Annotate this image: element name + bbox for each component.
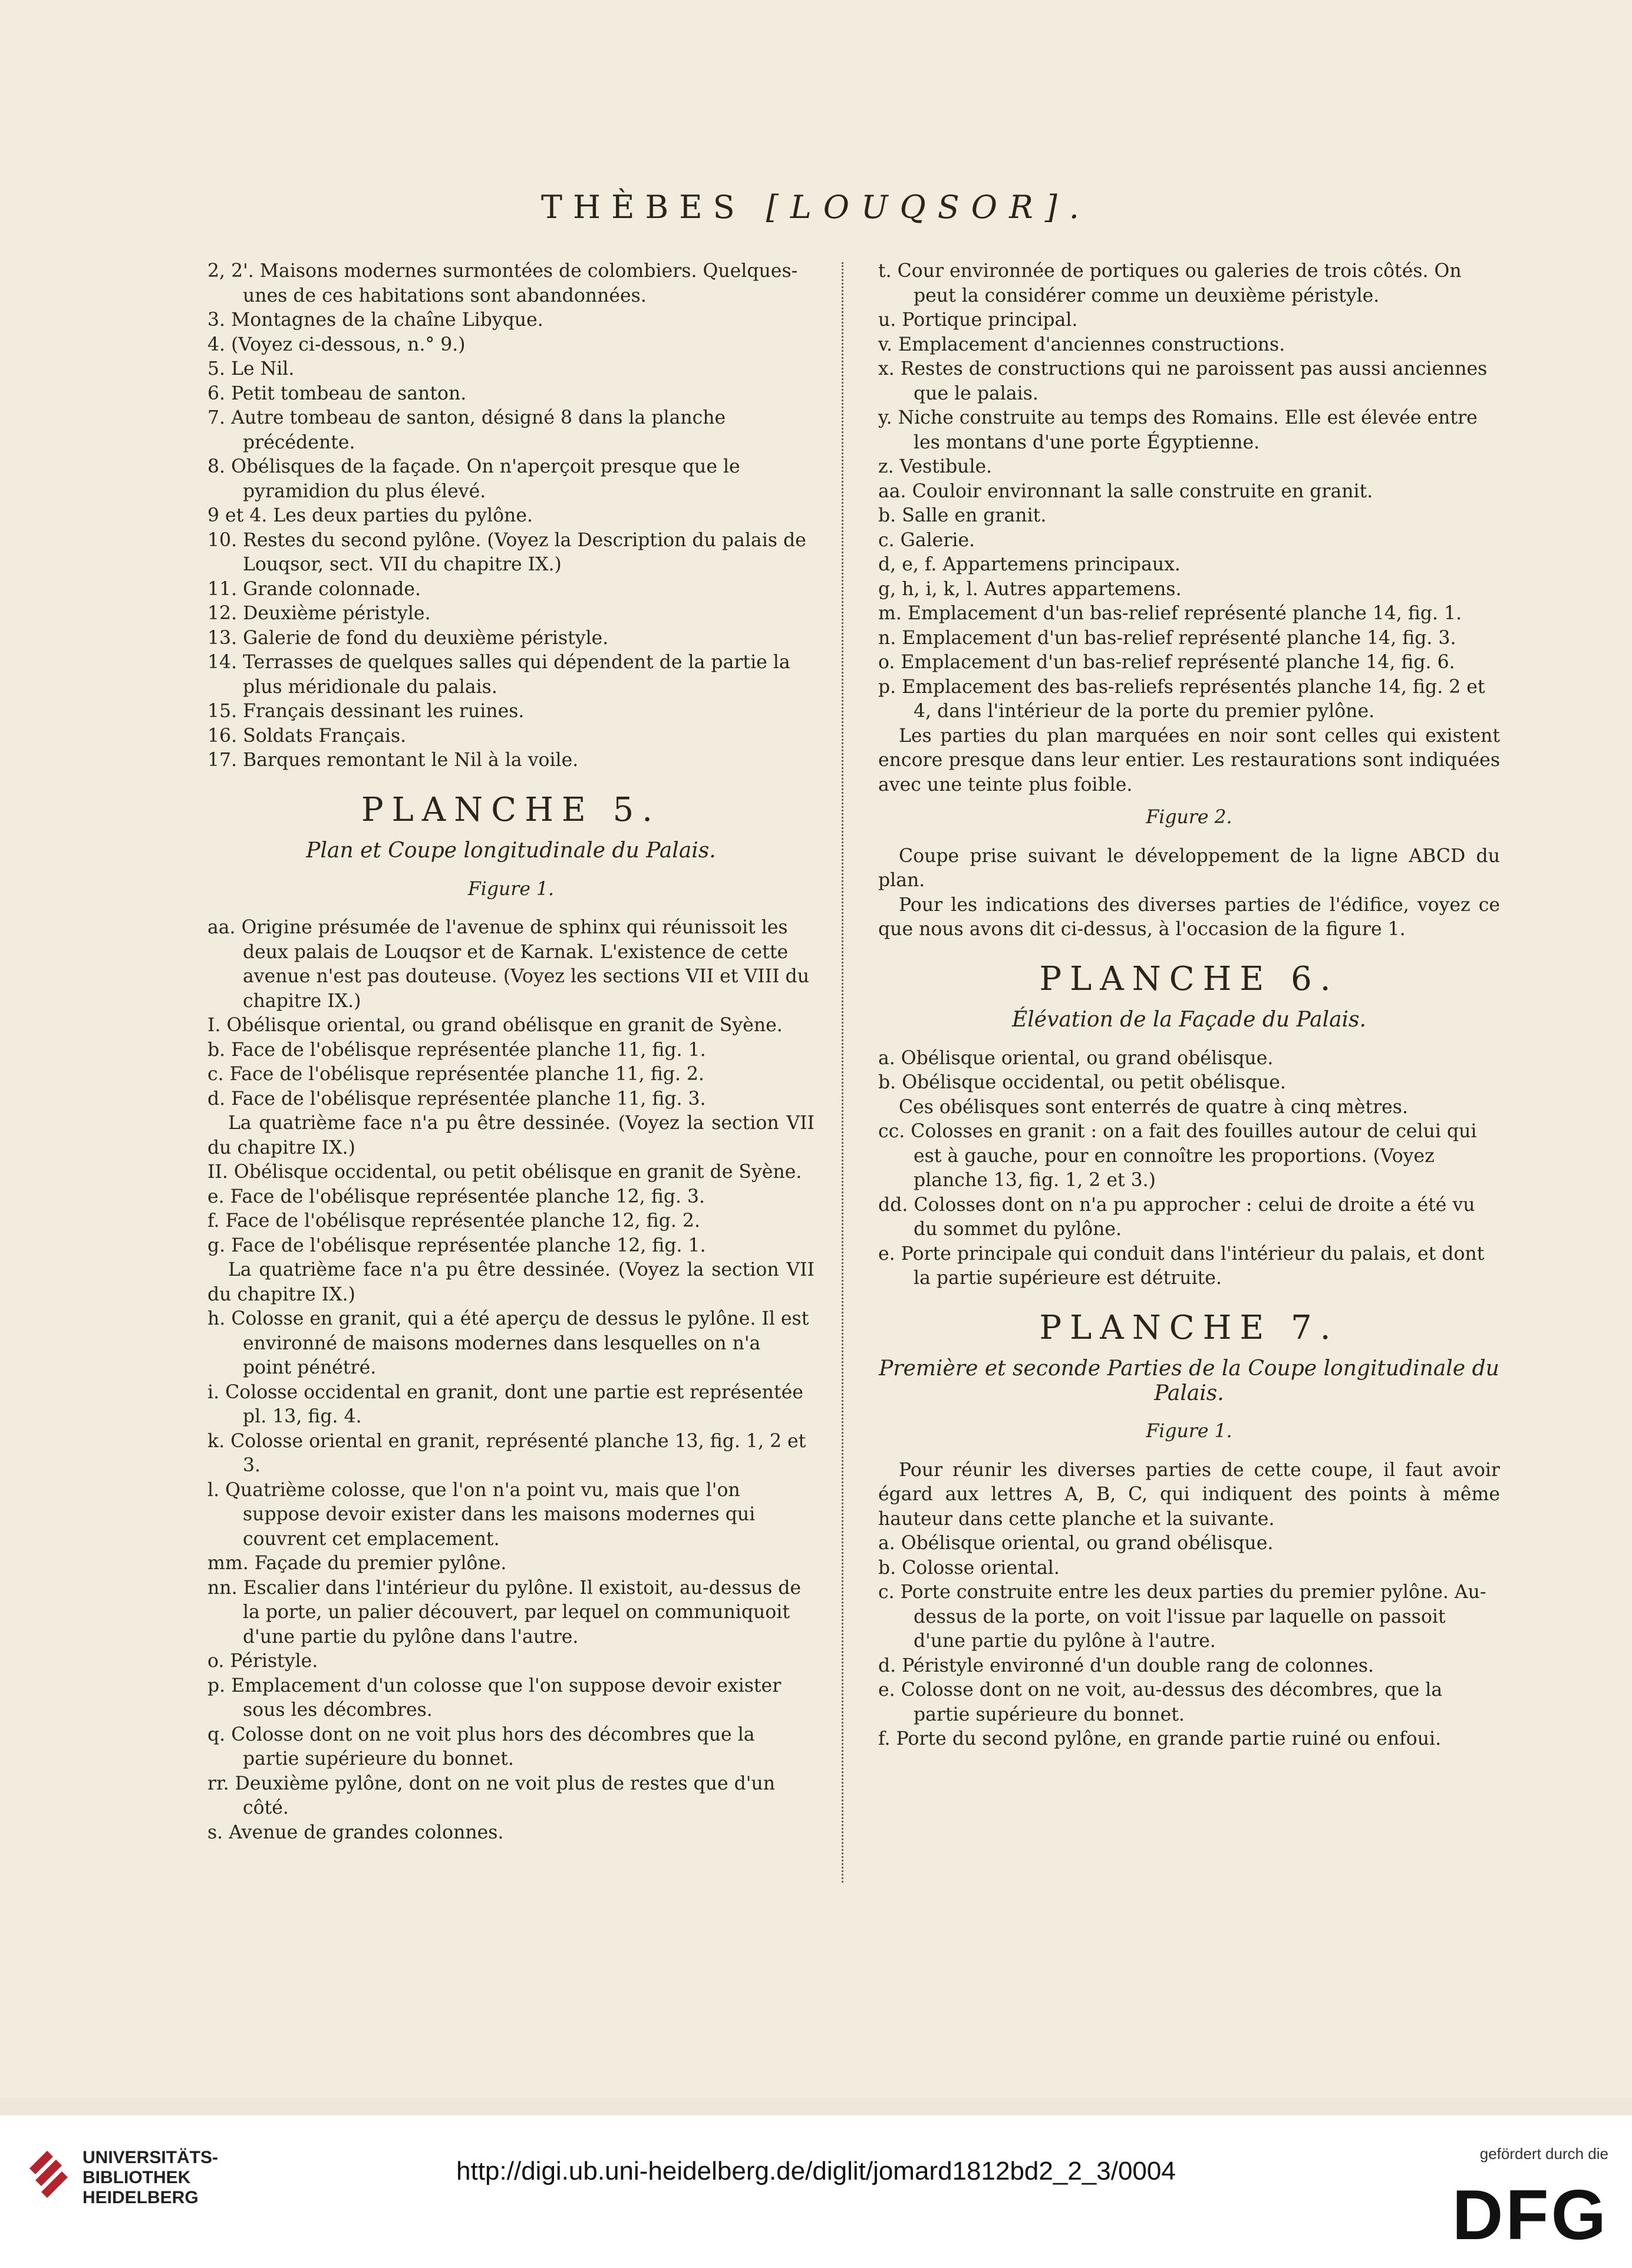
column-divider [842, 262, 843, 1883]
list-item: e. Porte principale qui conduit dans l'intérieur du palais, et dont la partie supérieure est détruite. [878, 1243, 1485, 1289]
note: Ces obélisques sont enterrés de quatre à cinq mètres. [899, 1096, 1408, 1118]
list-item: d. Péristyle environné d'un double rang de colonnes. [878, 1655, 1374, 1676]
list-item: a. Obélisque oriental, ou grand obélisque. [878, 1047, 1274, 1069]
list-item: cc. Colosses en granit : on a fait des fouilles autour de celui qui est à gauche, pour en connoître les proportions. (Voyez planche 13, fig. 1, 2 et 3.) [878, 1121, 1477, 1191]
list-item: II. Obélisque occidental, ou petit obélisque en granit de Syène. [207, 1161, 802, 1183]
list-item: 17. Barques remontant le Nil à la voile. [207, 750, 579, 771]
note: La quatrième face n'a pu être dessinée. (Voyez la section VII du chapitre IX.) [207, 1112, 815, 1158]
list-item: 9 et 4. Les deux parties du pylône. [207, 505, 533, 526]
list-item: I. Obélisque oriental, ou grand obélisque en granit de Syène. [207, 1015, 783, 1036]
list-item: 4. (Voyez ci-dessous, n.° 9.) [207, 334, 466, 355]
list-item: u. Portique principal. [878, 309, 1078, 331]
list-item: f. Porte du second pylône, en grande partie ruiné ou enfoui. [878, 1728, 1442, 1749]
list-item: a. Obélisque oriental, ou grand obélisque. [878, 1533, 1274, 1554]
note: Les parties du plan marquées en noir sont celles qui existent encore presque dans leur entier. Les restaurations sont indiquées avec une teinte plus foible. [878, 725, 1500, 795]
header-subtitle: [LOUQSOR]. [766, 189, 1091, 226]
legend-list [878, 1046, 1500, 1095]
list-item: c. Galerie. [878, 529, 975, 551]
list-item: h. Colosse en granit, qui a été aperçu de dessus le pylône. Il est environné de maisons modernes dans lesquelles on n'a point pénétré. [207, 1308, 809, 1378]
list-item: b. Colosse oriental. [878, 1557, 1060, 1579]
list-item: m. Emplacement d'un bas-relief représenté planche 14, fig. 1. [878, 603, 1462, 624]
list-item: y. Niche construite au temps des Romains. Elle est élevée entre les montans d'une porte Égyptienne. [878, 407, 1478, 453]
header-title: THÈBES [541, 189, 766, 226]
paragraph: Coupe prise suivant le développement de la ligne ABCD du plan. [878, 845, 1500, 891]
list-item: 2, 2'. Maisons modernes surmontées de colombiers. Quelques-unes de ces habitations sont abandonnées. [207, 260, 798, 306]
legend-list [878, 259, 1500, 724]
list-item: o. Péristyle. [207, 1650, 318, 1672]
legend-list [207, 1307, 815, 1845]
legend-list [878, 1531, 1500, 1752]
list-item: c. Face de l'obélisque représentée planche 11, fig. 2. [207, 1064, 705, 1085]
list-item: d, e, f. Appartemens principaux. [878, 554, 1181, 575]
list-item: 13. Galerie de fond du deuxième péristyle. [207, 627, 609, 649]
list-item: b. Obélisque occidental, ou petit obélisque. [878, 1072, 1286, 1093]
list-item: p. Emplacement d'un colosse que l'on suppose devoir exister sous les décombres. [207, 1675, 782, 1721]
list-item: l. Quatrième colosse, que l'on n'a point vu, mais que l'on suppose devoir exister dans les maisons modernes qui couvrent cet emplacement. [207, 1479, 756, 1550]
list-item: 7. Autre tombeau de santon, désigné 8 dans la planche précédente. [207, 407, 726, 453]
list-item: e. Face de l'obélisque représentée planche 12, fig. 3. [207, 1186, 705, 1207]
legend-list [207, 1160, 815, 1258]
list-item: q. Colosse dont on ne voit plus hors des décombres que la partie supérieure du bonnet. [207, 1724, 755, 1769]
list-item: c. Porte construite entre les deux parties du premier pylône. Au-dessus de la porte, on voit l'issue par laquelle on passoit d'une partie du pylône à l'autre. [878, 1582, 1486, 1652]
section-title: PLANCHE 7. [1039, 1308, 1339, 1347]
list-item: 14. Terrasses de quelques salles qui dépendent de la partie la plus méridionale du palais. [207, 652, 790, 698]
viewer-footer [0, 2115, 1632, 2268]
list-item: s. Avenue de grandes colonnes. [207, 1821, 504, 1843]
list-item: aa. Couloir environnant la salle construite en granit. [878, 480, 1373, 502]
page-header [0, 189, 1632, 226]
list-item: mm. Façade du premier pylône. [207, 1553, 507, 1574]
right-column [878, 259, 1500, 1752]
figure-label: Figure 1. [467, 878, 555, 900]
section-subtitle: Plan et Coupe longitudinale du Palais. [306, 838, 716, 863]
list-item: x. Restes de constructions qui ne paroissent pas aussi anciennes que le palais. [878, 358, 1488, 404]
list-item: b. Salle en granit. [878, 505, 1047, 526]
legend-list [207, 259, 815, 773]
list-item: d. Face de l'obélisque représentée planche 11, fig. 3. [207, 1088, 706, 1110]
section-title: PLANCHE 5. [361, 790, 661, 829]
section-subtitle: Première et seconde Parties de la Coupe longitudinale du Palais. [879, 1356, 1499, 1405]
note: La quatrième face n'a pu être dessinée. (Voyez la section VII du chapitre IX.) [207, 1259, 815, 1305]
list-item: v. Emplacement d'anciennes constructions. [878, 334, 1285, 355]
left-column [207, 259, 815, 1845]
list-item: dd. Colosses dont on n'a pu approcher : celui de droite a été vu du sommet du pylône. [878, 1194, 1475, 1240]
list-item: n. Emplacement d'un bas-relief représenté planche 14, fig. 3. [878, 627, 1456, 649]
list-item: 16. Soldats Français. [207, 725, 407, 747]
list-item: 11. Grande colonnade. [207, 578, 421, 600]
list-item: i. Colosse occidental en granit, dont une partie est représentée pl. 13, fig. 4. [207, 1381, 803, 1427]
list-item: g. Face de l'obélisque représentée planche 12, fig. 1. [207, 1234, 706, 1256]
list-item: 12. Deuxième péristyle. [207, 603, 431, 624]
list-item: 5. Le Nil. [207, 358, 295, 379]
list-item: 10. Restes du second pylône. (Voyez la Description du palais de Louqsor, sect. VII du chapitre IX.) [207, 529, 806, 575]
dfg-logo[interactable]: DFG [1452, 2175, 1608, 2254]
list-item: rr. Deuxième pylône, dont on ne voit plus de restes que d'un côté. [207, 1772, 775, 1818]
list-item: o. Emplacement d'un bas-relief représenté planche 14, fig. 6. [878, 652, 1455, 673]
legend-list [878, 1120, 1500, 1291]
figure-label: Figure 1. [1146, 1421, 1232, 1442]
list-item: aa. Origine présumée de l'avenue de sphinx qui réunissoit les deux palais de Louqsor et de Karnak. L'existence de cette avenue n'est pas douteuse. (Voyez les sections VII et VIII du chapitre IX.) [207, 917, 809, 1012]
paragraph: Pour les indications des diverses parties de l'édifice, voyez ce que nous avons dit ci-dessus, à l'occasion de la figure 1. [878, 894, 1500, 940]
legend-list [207, 916, 815, 1111]
list-item: 6. Petit tombeau de santon. [207, 382, 467, 404]
list-item: e. Colosse dont on ne voit, au-dessus des décombres, que la partie supérieure du bonnet. [878, 1679, 1443, 1725]
list-item: p. Emplacement des bas-reliefs représentés planche 14, fig. 2 et 4, dans l'intérieur de la porte du premier pylône. [878, 676, 1485, 722]
list-item: t. Cour environnée de portiques ou galeries de trois côtés. On peut la considérer comme un deuxième péristyle. [878, 260, 1462, 306]
list-item: z. Vestibule. [878, 456, 993, 477]
list-item: 3. Montagnes de la chaîne Libyque. [207, 309, 543, 331]
list-item: k. Colosse oriental en granit, représenté planche 13, fig. 1, 2 et 3. [207, 1430, 806, 1476]
permalink-url[interactable]: http://digi.ub.uni-heidelberg.de/diglit/jomard1812bd2_2_3/0004 [456, 2157, 1176, 2186]
list-item: g, h, i, k, l. Autres appartemens. [878, 578, 1182, 600]
figure-label: Figure 2. [1146, 807, 1232, 828]
list-item: 15. Français dessinant les ruines. [207, 701, 525, 722]
list-item: nn. Escalier dans l'intérieur du pylône. Il existoit, au-dessus de la porte, un palier découvert, par lequel on communiquoit d'une partie du pylône dans l'autre. [207, 1577, 802, 1648]
section-subtitle: Élévation de la Façade du Palais. [1012, 1008, 1366, 1032]
list-item: b. Face de l'obélisque représentée planche 11, fig. 1. [207, 1039, 706, 1061]
list-item: f. Face de l'obélisque représentée planche 12, fig. 2. [207, 1210, 700, 1232]
library-name[interactable]: UNIVERSITÄTS- BIBLIOTHEK HEIDELBERG [83, 2148, 219, 2207]
section-title: PLANCHE 6. [1039, 959, 1339, 998]
funding-caption: gefördert durch die [1479, 2145, 1608, 2163]
list-item: 8. Obélisques de la façade. On n'aperçoit presque que le pyramidion du plus élevé. [207, 456, 740, 502]
paragraph: Pour réunir les diverses parties de cette coupe, il faut avoir égard aux lettres A, B, C, qui indiquent des points à même hauteur dans cette planche et la suivante. [878, 1459, 1500, 1530]
